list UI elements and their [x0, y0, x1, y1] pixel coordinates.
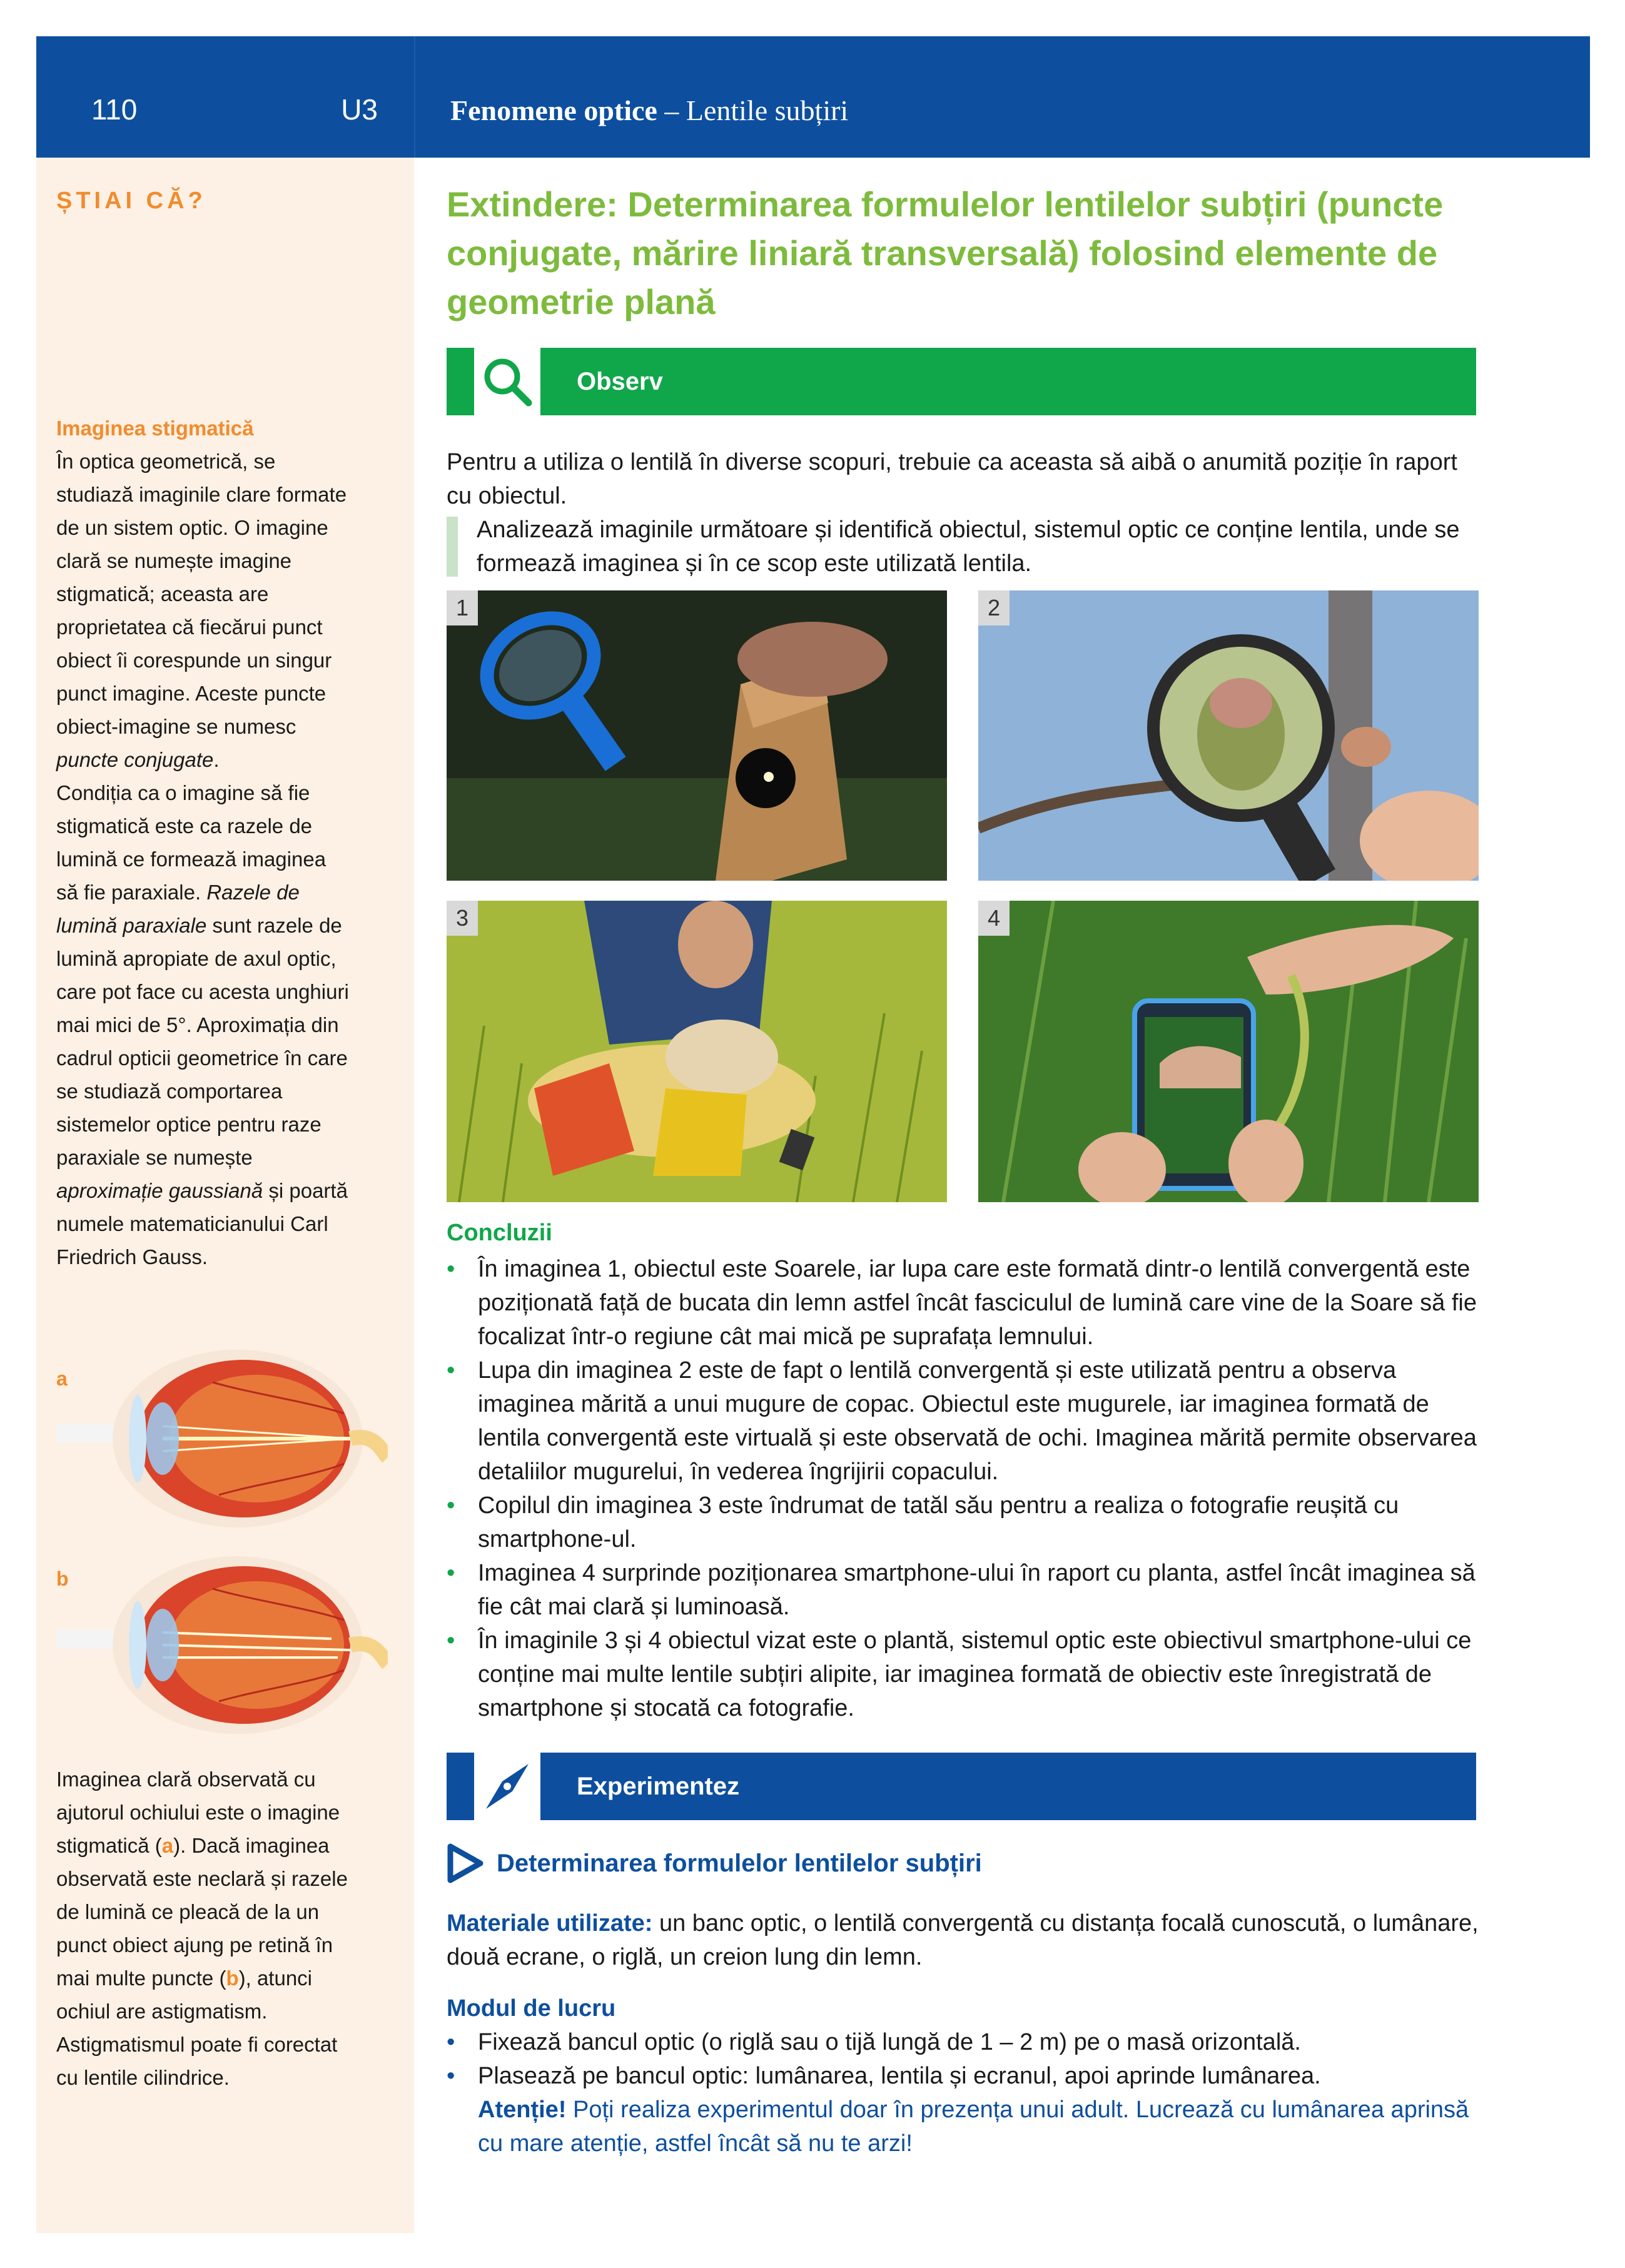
sidebar-heading: ȘTIAI CĂ? — [56, 188, 206, 214]
steps-list — [447, 2025, 1479, 2160]
photo-2 — [978, 590, 1479, 881]
photo-3-number: 3 — [447, 901, 478, 936]
task-paragraph: Analizează imaginile următoare și identifică obiectul, sistemul optic ce conține lentila, unde se formează imaginea și în ce scop este utilizată lentila. — [447, 513, 1479, 580]
conclusions-list — [447, 1252, 1479, 1725]
eye-diagram-clear — [56, 1345, 388, 1539]
sidebar-text-1: Imaginea stigmatică În optica geometrică, se studiază imaginile clare formate de un sistem optic. O imagine clară se numește imagine stigmatică; aceasta are proprietatea că fiecărui punct obiect îi corespunde un singur punct imagine. Aceste puncte obiect-imagine se numesc puncte conjugate. Condiția ca o imagine să fie stigmatică este ca razele de lumină ce formează imaginea să fie paraxiale. Razele de lumină paraxiale sunt razele de lumină apropiate de axul optic, care pot face cu acesta unghiuri mai mici de 5°. Aproximația din cadrul opticii geometrice în care se studiază comportarea sistemelor optice pentru raze paraxiale se numește aproximație gaussiană și poartă numele matematicianului Carl Friedrich Gauss. — [56, 412, 350, 1273]
figure-label-b: b — [56, 1567, 69, 1590]
page-header — [36, 36, 1590, 158]
materials-paragraph: Materiale utilizate: un banc optic, o lentilă convergentă cu distanța focală cunoscută, o lumânare, două ecrane, o riglă, un creion lung din lemn. — [447, 1910, 1479, 1970]
eye-diagram-astigmatic — [56, 1551, 388, 1745]
page-title: Extindere: Determinarea formulelor lentilelor subțiri (puncte conjugate, mărire liniară transversală) folosind elemente de geometrie plană — [447, 185, 1444, 321]
observ-label: Observ — [540, 348, 1476, 415]
photo-4-number: 4 — [978, 901, 1010, 936]
list-item: • Lupa din imaginea 2 este de fapt o lentilă convergentă și este utilizată pentru a observa imaginea mărită a unui mugure de copac. Obiectul este mugurele, iar imaginea formată de lentila convergentă este virtuală și este observată de ochi. Imaginea mărită permite observarea detaliilor mugurelui, în vederea îngrijirii copacului. — [447, 1354, 1479, 1489]
page-number: 110 — [91, 93, 138, 126]
experiment-subheading — [447, 1843, 982, 1884]
attention-text: Poți realiza experimentul doar în prezența unui adult. Lucrează cu lumânarea aprinsă cu mare atenție, astfel încât să nu te arzi! — [478, 2097, 1469, 2157]
sidebar-subheading: Imaginea stigmatică — [56, 417, 254, 440]
header-right — [414, 36, 1590, 158]
method-title: Modul de lucru — [447, 1995, 616, 2022]
search-icon — [474, 348, 540, 415]
list-item: • Imaginea 4 surprinde poziționarea smartphone-ului în raport cu planta, astfel încât imaginea să fie cât mai clară și luminoasă. — [447, 1556, 1479, 1624]
experiment-label: Experimentez — [540, 1753, 1476, 1820]
unit-label: U3 — [341, 93, 378, 126]
photo-1-number: 1 — [447, 590, 478, 625]
photo-4 — [978, 901, 1479, 1202]
chapter-title: Fenomene optice – Lentile subțiri — [450, 94, 849, 126]
compass-icon — [474, 1753, 540, 1820]
intro-paragraph: Pentru a utiliza o lentilă în diverse scopuri, trebuie ca aceasta să aibă o anumită poziție în raport cu obiectul. — [447, 449, 1457, 509]
observ-section-bar — [447, 348, 1476, 415]
list-item: • Copilul din imaginea 3 este îndrumat de tatăl său pentru a realiza o fotografie reușită cu smartphone-ul. — [447, 1489, 1479, 1556]
list-item: • Plasează pe bancul optic: lumânarea, lentila și ecranul, apoi aprinde lumânarea. Atenție! Poți realiza experimentul doar în prezența unui adult. Lucrează cu lumânarea aprinsă cu mare atenție, astfel încât să nu te arzi! — [447, 2059, 1479, 2160]
photo-2-number: 2 — [978, 590, 1010, 625]
figure-label-a: a — [56, 1367, 68, 1390]
experiment-section-bar — [447, 1753, 1476, 1820]
play-arrow-icon — [447, 1843, 484, 1884]
list-item: • În imaginile 3 și 4 obiectul vizat este o plantă, sistemul optic este obiectivul smartphone-ului ce conține mai multe lentile subțiri alipite, iar imaginea formată de obiectiv este înregistrată de smartphone și stocată ca fotografie. — [447, 1624, 1479, 1725]
photo-3 — [447, 901, 947, 1202]
attention-label: Atenție! — [478, 2097, 567, 2123]
sidebar-text-2: Imaginea clară observată cu ajutorul ochiului este o imagine stigmatică (a). Dacă imaginea observată este neclară și razele de lumină ce pleacă de la un punct obiect ajung pe retină în mai multe puncte (b), atunci ochiul are astigmatism. Astigmatismul poate fi corectat cu lentile cilindrice. — [56, 1768, 348, 2089]
list-item: • Fixează bancul optic (o riglă sau o tijă lungă de 1 – 2 m) pe o masă orizontală. — [447, 2025, 1479, 2059]
photo-1 — [447, 590, 947, 881]
header-left — [36, 36, 414, 158]
experiment-title: Determinarea formulelor lentilelor subțiri — [497, 1849, 982, 1877]
conclusions-title: Concluzii — [447, 1220, 552, 1246]
list-item: • În imaginea 1, obiectul este Soarele, iar lupa care este formată dintr-o lentilă convergentă este poziționată față de bucata din lemn astfel încât fasciculul de lumină care vine de la Soare să fie focalizat într-o regiune cât mai mică pe suprafața lemnului. — [447, 1252, 1479, 1354]
